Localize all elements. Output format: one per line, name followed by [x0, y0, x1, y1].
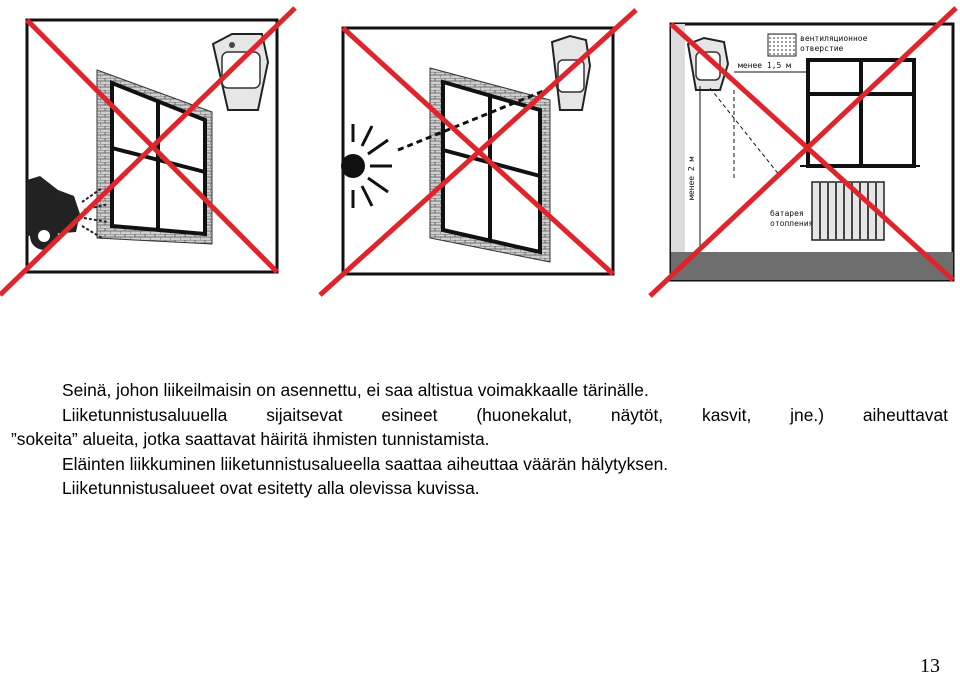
distance-height-label: менее 2 м: [687, 156, 696, 200]
page-number: 13: [920, 655, 940, 677]
word: (huonekalut,: [476, 404, 573, 425]
instruction-line-4: Eläinten liikkuminen liiketunnistusalueella saattaa aiheuttaa väärän hälytyksen.: [62, 453, 669, 474]
vent-label-2: отверстие: [800, 44, 844, 53]
instruction-line-3: ”sokeita” alueita, jotka saattavat häiritä ihmisten tunnistamista.: [11, 429, 490, 449]
word: Liiketunnistusaluuella: [62, 404, 228, 425]
radiator-icon: [812, 182, 884, 240]
word: näytöt,: [610, 404, 664, 425]
panel-sunlight: [320, 10, 636, 295]
instructions-text: [11, 378, 948, 501]
vent-icon: [768, 34, 796, 56]
distance-top-label: менее 1,5 м: [738, 61, 791, 70]
word: aiheuttavat: [862, 404, 948, 425]
motion-detector-icon: [552, 36, 590, 110]
word: kasvit,: [702, 404, 752, 425]
instruction-line-2: [62, 403, 948, 428]
panel-vent-radiator: [650, 8, 956, 296]
instruction-line-5: Liiketunnistusalueet ovat esitetty alla olevissa kuvissa.: [62, 478, 480, 498]
instruction-line-1: Seinä, johon liikeilmaisin on asennettu, ei saa altistua voimakkaalle tärinälle.: [62, 380, 649, 400]
word: sijaitsevat: [266, 404, 343, 425]
vent-label-1: вентиляционное: [800, 34, 868, 43]
installation-illustrations: [0, 0, 960, 300]
word: jne.): [790, 404, 824, 425]
radiator-label-2: отопления: [770, 219, 814, 228]
word: esineet: [381, 404, 438, 425]
radiator-label-1: батарея: [770, 209, 804, 218]
panel-car-headlights: [0, 8, 295, 295]
window-icon: [800, 60, 920, 166]
